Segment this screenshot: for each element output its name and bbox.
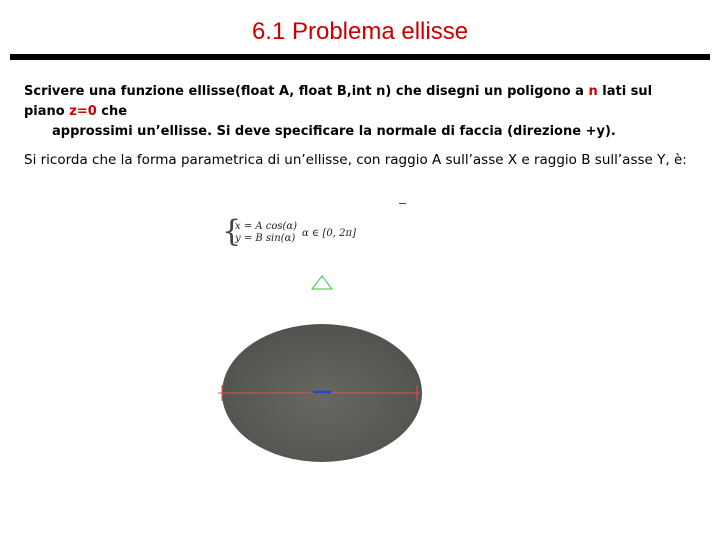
param-n-highlight: n <box>588 84 598 99</box>
plane-z-highlight: z=0 <box>69 104 97 119</box>
formula-brace: { <box>222 214 242 249</box>
formula-condition: α ∈ [0, 2π] <box>302 228 356 239</box>
exercise-text-line2: approssimi un’ellisse. Si deve specificare la normale di faccia (direzione +y). <box>52 124 616 139</box>
green-triangle-icon <box>312 276 332 289</box>
formula-line-y: y = B sin(α) <box>235 233 296 244</box>
exercise-text-part2: lati sul piano <box>24 84 653 119</box>
slide-title: 6.1 Problema ellisse <box>251 18 469 45</box>
exercise-text-part1: Scrivere una funzione ellisse(float A, float B,int n) che disegni un poligono a <box>24 84 589 99</box>
formula-line-x: x = A cos(α) <box>235 221 298 232</box>
reminder-text: Si ricorda che la forma parametrica di un’ellisse, con raggio A sull’asse X e raggio B sull’asse Y, è: <box>24 152 687 168</box>
exercise-text-part3: che <box>96 104 128 119</box>
